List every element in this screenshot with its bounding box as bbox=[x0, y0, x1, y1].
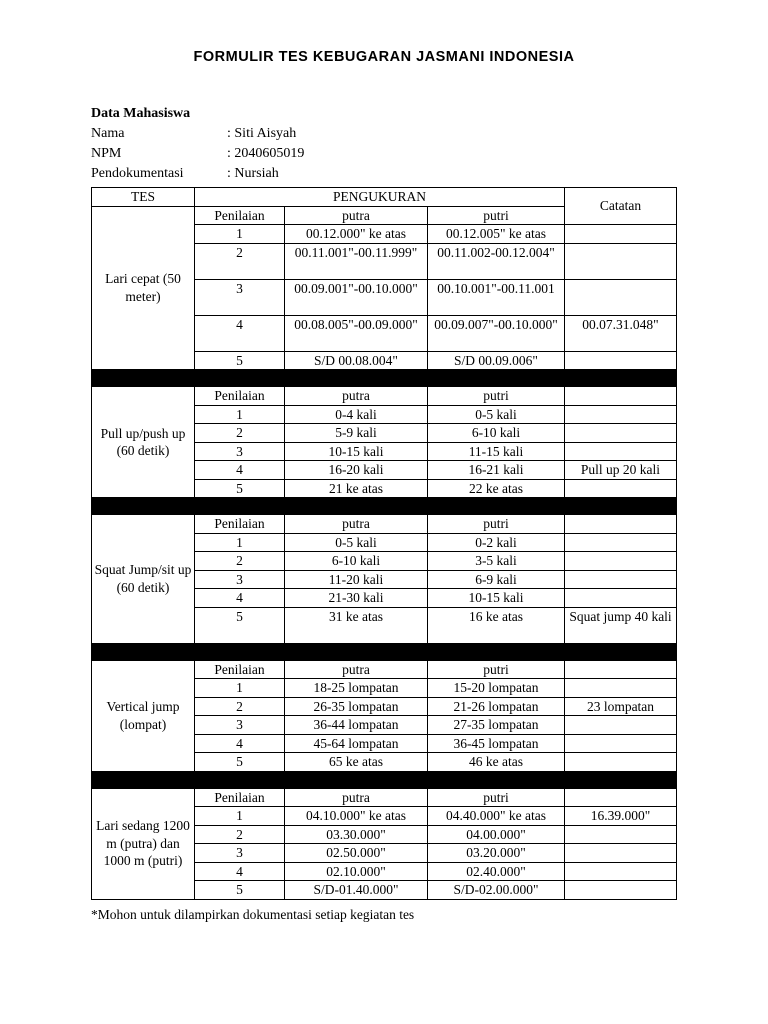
score-cell: 2 bbox=[195, 424, 285, 443]
info-value: : Nursiah bbox=[227, 166, 279, 181]
info-value: : 2040605019 bbox=[227, 146, 305, 161]
test-name: Pull up/push up (60 detik) bbox=[92, 387, 195, 498]
putri-cell: 10-15 kali bbox=[428, 589, 565, 608]
footnote: *Mohon untuk dilampirkan dokumentasi setiap kegiatan tes bbox=[91, 907, 415, 922]
putri-cell: 3-5 kali bbox=[428, 552, 565, 571]
table-header-row bbox=[92, 188, 677, 207]
col-putri: putri bbox=[428, 387, 565, 406]
catatan-cell bbox=[565, 442, 677, 461]
fitness-test-table bbox=[91, 187, 677, 900]
empty-cell bbox=[565, 387, 677, 406]
col-putra: putra bbox=[285, 387, 428, 406]
score-cell: 3 bbox=[195, 716, 285, 735]
test-name: Lari sedang 1200 m (putra) dan 1000 m (putri) bbox=[92, 788, 195, 899]
subheader-row bbox=[92, 788, 677, 807]
info-row-npm bbox=[91, 146, 304, 162]
putra-cell: 00.08.005"-00.09.000" bbox=[285, 315, 428, 351]
putri-cell: 16-21 kali bbox=[428, 461, 565, 480]
putra-cell: 00.12.000" ke atas bbox=[285, 225, 428, 244]
header-catatan: Catatan bbox=[565, 188, 677, 225]
putra-cell: S/D-01.40.000" bbox=[285, 881, 428, 900]
test-name: Vertical jump (lompat) bbox=[92, 660, 195, 771]
putra-cell: 00.09.001"-00.10.000" bbox=[285, 279, 428, 315]
col-putri: putri bbox=[428, 206, 565, 225]
putra-cell: 45-64 lompatan bbox=[285, 734, 428, 753]
score-cell: 5 bbox=[195, 607, 285, 643]
info-row-nama bbox=[91, 126, 296, 142]
subheader-row bbox=[92, 660, 677, 679]
putri-cell: 6-9 kali bbox=[428, 570, 565, 589]
info-label: Pendokumentasi bbox=[91, 166, 184, 181]
score-cell: 2 bbox=[195, 825, 285, 844]
score-cell: 2 bbox=[195, 697, 285, 716]
putri-cell: 04.00.000" bbox=[428, 825, 565, 844]
score-cell: 2 bbox=[195, 243, 285, 279]
putra-cell: 6-10 kali bbox=[285, 552, 428, 571]
score-cell: 3 bbox=[195, 442, 285, 461]
putra-cell: 21-30 kali bbox=[285, 589, 428, 608]
putri-cell: 02.40.000" bbox=[428, 862, 565, 881]
catatan-cell bbox=[565, 825, 677, 844]
catatan-cell bbox=[565, 479, 677, 498]
putra-cell: 0-5 kali bbox=[285, 533, 428, 552]
putra-cell: 10-15 kali bbox=[285, 442, 428, 461]
putra-cell: 04.10.000" ke atas bbox=[285, 807, 428, 826]
putra-cell: 16-20 kali bbox=[285, 461, 428, 480]
putri-cell: 22 ke atas bbox=[428, 479, 565, 498]
table-body bbox=[92, 188, 677, 900]
putri-cell: 46 ke atas bbox=[428, 753, 565, 772]
catatan-cell: 23 lompatan bbox=[565, 697, 677, 716]
score-cell: 3 bbox=[195, 844, 285, 863]
putra-cell: 26-35 lompatan bbox=[285, 697, 428, 716]
putra-cell: S/D 00.08.004" bbox=[285, 351, 428, 370]
score-cell: 1 bbox=[195, 807, 285, 826]
score-cell: 4 bbox=[195, 734, 285, 753]
catatan-cell bbox=[565, 679, 677, 698]
info-value: : Siti Aisyah bbox=[227, 126, 297, 141]
score-cell: 4 bbox=[195, 589, 285, 608]
putri-cell: 15-20 lompatan bbox=[428, 679, 565, 698]
score-cell: 1 bbox=[195, 533, 285, 552]
score-cell: 1 bbox=[195, 405, 285, 424]
putra-cell: 21 ke atas bbox=[285, 479, 428, 498]
putri-cell: S/D 00.09.006" bbox=[428, 351, 565, 370]
score-cell: 2 bbox=[195, 552, 285, 571]
section-separator bbox=[92, 498, 677, 515]
catatan-cell bbox=[565, 351, 677, 370]
catatan-cell bbox=[565, 533, 677, 552]
putri-cell: 00.11.002-00.12.004" bbox=[428, 243, 565, 279]
empty-cell bbox=[565, 788, 677, 807]
separator-bar bbox=[92, 498, 677, 515]
putra-cell: 02.50.000" bbox=[285, 844, 428, 863]
col-penilaian: Penilaian bbox=[195, 660, 285, 679]
col-putri: putri bbox=[428, 515, 565, 534]
putra-cell: 02.10.000" bbox=[285, 862, 428, 881]
section-separator bbox=[92, 771, 677, 788]
putri-cell: 0-5 kali bbox=[428, 405, 565, 424]
catatan-cell bbox=[565, 844, 677, 863]
putra-cell: 03.30.000" bbox=[285, 825, 428, 844]
putra-cell: 00.11.001"-00.11.999" bbox=[285, 243, 428, 279]
putra-cell: 36-44 lompatan bbox=[285, 716, 428, 735]
score-cell: 3 bbox=[195, 279, 285, 315]
putra-cell: 18-25 lompatan bbox=[285, 679, 428, 698]
section-separator bbox=[92, 370, 677, 387]
score-cell: 5 bbox=[195, 479, 285, 498]
form-title: FORMULIR TES KEBUGARAN JASMANI INDONESIA bbox=[193, 49, 575, 65]
putri-cell: 00.12.005" ke atas bbox=[428, 225, 565, 244]
info-label: Nama bbox=[91, 126, 125, 141]
separator-bar bbox=[92, 370, 677, 387]
catatan-cell bbox=[565, 243, 677, 279]
catatan-cell: 00.07.31.048" bbox=[565, 315, 677, 351]
col-penilaian: Penilaian bbox=[195, 788, 285, 807]
subheader-row bbox=[92, 387, 677, 406]
putri-cell: 04.40.000" ke atas bbox=[428, 807, 565, 826]
info-row-pendokumentasi bbox=[91, 166, 279, 182]
catatan-cell bbox=[565, 279, 677, 315]
catatan-cell bbox=[565, 424, 677, 443]
putra-cell: 11-20 kali bbox=[285, 570, 428, 589]
info-label: NPM bbox=[91, 146, 122, 161]
putri-cell: S/D-02.00.000" bbox=[428, 881, 565, 900]
col-putra: putra bbox=[285, 515, 428, 534]
putri-cell: 00.10.001"-00.11.001 bbox=[428, 279, 565, 315]
empty-cell bbox=[565, 515, 677, 534]
putri-cell: 6-10 kali bbox=[428, 424, 565, 443]
catatan-cell bbox=[565, 225, 677, 244]
putri-cell: 27-35 lompatan bbox=[428, 716, 565, 735]
putri-cell: 00.09.007"-00.10.000" bbox=[428, 315, 565, 351]
putra-cell: 5-9 kali bbox=[285, 424, 428, 443]
test-name: Squat Jump/sit up (60 detik) bbox=[92, 515, 195, 644]
putri-cell: 21-26 lompatan bbox=[428, 697, 565, 716]
score-cell: 5 bbox=[195, 753, 285, 772]
catatan-cell bbox=[565, 405, 677, 424]
separator-bar bbox=[92, 643, 677, 660]
score-cell: 4 bbox=[195, 862, 285, 881]
separator-bar bbox=[92, 771, 677, 788]
col-penilaian: Penilaian bbox=[195, 387, 285, 406]
test-name: Lari cepat (50 meter) bbox=[92, 206, 195, 370]
putri-cell: 03.20.000" bbox=[428, 844, 565, 863]
col-putri: putri bbox=[428, 660, 565, 679]
catatan-cell bbox=[565, 570, 677, 589]
putri-cell: 0-2 kali bbox=[428, 533, 565, 552]
col-putri: putri bbox=[428, 788, 565, 807]
putra-cell: 65 ke atas bbox=[285, 753, 428, 772]
col-putra: putra bbox=[285, 206, 428, 225]
score-cell: 5 bbox=[195, 351, 285, 370]
score-cell: 1 bbox=[195, 679, 285, 698]
catatan-cell: Pull up 20 kali bbox=[565, 461, 677, 480]
catatan-cell bbox=[565, 753, 677, 772]
catatan-cell bbox=[565, 552, 677, 571]
score-cell: 3 bbox=[195, 570, 285, 589]
putra-cell: 0-4 kali bbox=[285, 405, 428, 424]
score-cell: 4 bbox=[195, 461, 285, 480]
col-putra: putra bbox=[285, 660, 428, 679]
catatan-cell bbox=[565, 716, 677, 735]
col-putra: putra bbox=[285, 788, 428, 807]
header-pengukuran: PENGUKURAN bbox=[195, 188, 565, 207]
putri-cell: 11-15 kali bbox=[428, 442, 565, 461]
col-penilaian: Penilaian bbox=[195, 206, 285, 225]
putri-cell: 16 ke atas bbox=[428, 607, 565, 643]
putra-cell: 31 ke atas bbox=[285, 607, 428, 643]
score-cell: 1 bbox=[195, 225, 285, 244]
section-separator bbox=[92, 643, 677, 660]
catatan-cell: 16.39.000" bbox=[565, 807, 677, 826]
header-tes: TES bbox=[92, 188, 195, 207]
section-heading: Data Mahasiswa bbox=[91, 106, 191, 121]
subheader-row bbox=[92, 515, 677, 534]
catatan-cell: Squat jump 40 kali bbox=[565, 607, 677, 643]
catatan-cell bbox=[565, 881, 677, 900]
empty-cell bbox=[565, 660, 677, 679]
catatan-cell bbox=[565, 734, 677, 753]
score-cell: 5 bbox=[195, 881, 285, 900]
catatan-cell bbox=[565, 862, 677, 881]
score-cell: 4 bbox=[195, 315, 285, 351]
putri-cell: 36-45 lompatan bbox=[428, 734, 565, 753]
col-penilaian: Penilaian bbox=[195, 515, 285, 534]
catatan-cell bbox=[565, 589, 677, 608]
